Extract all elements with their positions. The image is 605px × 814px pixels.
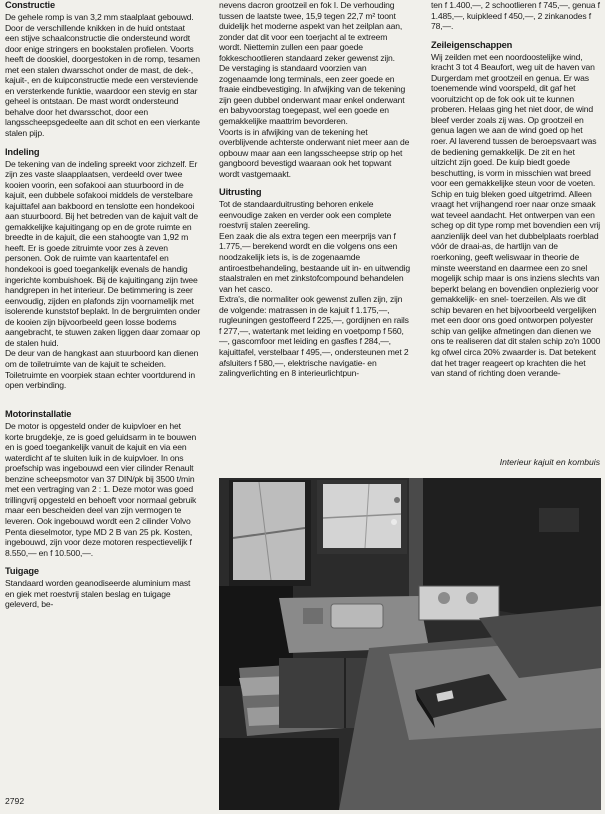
heading-motorinstallatie: Motorinstallatie <box>5 409 72 420</box>
column-1 <box>5 0 201 610</box>
paragraph-tuigage: Standaard worden geanodiseerde aluminium mast en giek met roestvrij stalen beslag en tuigage geleverd, be- <box>5 578 191 610</box>
paragraph-motorinstallatie: De motor is opgesteld onder de kuipvloer en het korte brugdekje, ze is goed geluidsarm in te bouwen en is goed toegankelijk vanuit de kajuit en via een waterdicht af te sluiten luik in de kuipvloer. In ons proefschip was ingebouwd een vier cilinder Renault benzine scheepsmotor van 37 DIN/pk bij 3500 t/min met een vertraging van 2 : 1. Deze motor was goed trillingvrij opgesteld en behoeft voor normaal gebruik maar een bescheiden deel van zijn vermogen te leveren. Ook ingebouwd wordt een 2 cilinder Volvo Penta dieselmotor, type MD 2 B van 25 pk. Kosten, ingebouwd, zijn voor deze motoren respectievelijk f 8.550,— en f 10.500,—. <box>5 421 197 558</box>
paragraph-uitrusting-1: Tot de standaarduitrusting behoren enkele eenvoudige zaken en verder ook een complete roestvrij stalen zeereling. <box>219 199 392 231</box>
page-number: 2792 <box>5 796 25 806</box>
heading-indeling: Indeling <box>5 146 40 157</box>
heading-uitrusting: Uitrusting <box>219 187 262 198</box>
paragraph-indeling-1: De tekening van de indeling spreekt voor zichzelf. Er zijn zes vaste slaapplaatsen, verdeeld over twee kooien voorin, een sofakooi aan stuurboord in de kajuit, een dubbele sofakooi middels de verstelbare kajuittafel aan bakboord en tenslotte een hondekooi aan stuurboord. Bij het betreden van de kajuit valt de gemakkelijke kajuitingang op en de grote ruimte en breedte in de kajuit, die een stahoogte van 1,92 m heeft. Er is goede zitruimte voor zes à zeven personen. Ook de ruimte van kaartentafel en hondekooi is goed toegankelijk evenals de handig ingerichte kombuishoek. Bij de kajuitingang zijn twee handgrepen in het interieur. De betimmering is zeer eenvoudig, zijden en plafonds zijn voornamelijk met isolerende kunststof beplakt. In de bergruimten onder de kooien zijn bijvoorbeeld geen losse bodems aangebracht, te stuwen zaken liggen daar zomaar op de stalen huid. <box>5 158 201 348</box>
paragraph-uitrusting-3: Extra's, die normaliter ook gewenst zullen zijn, zijn de volgende: matrassen in de kajuit f 1.175,—, rugleuningen gestoffeerd f 225,—, gordijnen en rails f 277,—, watertank met leiding en voetpomp f 560,—, gascomfoor met leiding en gasfles f 284,—, kajuittafel, verstelbaar f 495,—, ondersteunen met 2 afsluiters f 580,—, elektrische navigatie- en zalingverlichting en 8 interieurlichtpun- <box>219 294 409 379</box>
paragraph-verstaging: De verstaging is standaard voorzien van zogenaamde long terminals, een zeer goede en fraaie eindbevestiging. In afwijking van de tekening zijn geen dubbel onderwant maar enkel onderwant en babyvoorstag toegepast, wel een goede en gemakkelijke maattrim bevorderen. <box>219 63 406 127</box>
photo-caption: Interieur kajuit en kombuis <box>499 457 600 467</box>
paragraph-constructie: De gehele romp is van 3,2 mm staalplaat gebouwd. Door de verschillende knikken in de huid ontstaat een stijve schaalconstructie die ondersteund wordt door enige stringers en bookstalen profielen. Voorts heeft de dooskiel, doorgestoken in de romp, tesamen met een stalen dwarsschot onder de mast, de dek-, kajuit-, en de kuipconstructie mede een versteviende en versterkende funktie, waardoor een stevig en star geheel is ontstaan. De mast wordt ondersteund behalve door het dwarsschot, door een langsscheepsgedeelte aan dit schot en een vierkante stalen pijp. <box>5 12 200 139</box>
paragraph-onderwant: Voorts is in afwijking van de tekening het overblijvende achterste onderwant niet meer aan de opbouw maar aan een langsscheepse strip op het gangboord bevestigd waaraan ook het topwant wordt vastgemaakt. <box>219 126 410 179</box>
interior-photo <box>219 478 601 810</box>
paragraph-extras-end: ten f 1.400,—, 2 schootlieren f 745,—, genua f 1.485,—, kuipkleed f 450,—, 2 zinkanodes f 78,—. <box>431 0 600 32</box>
paragraph-uitrusting-2: Een zaak die als extra tegen een meerprijs van f 1.775,— berekend wordt en die volgens ons een noodzakelijk iets is, is de zogenaamde antiroestbehandeling, bestaande uit in- en uitwendig staalstralen en met zinkstofcompound behandelen van het casco. <box>219 230 410 294</box>
column-3 <box>431 0 601 379</box>
paragraph-indeling-2: De deur van de hangkast aan stuurboord kan dienen om de toiletruimte van de kajuit te scheiden. Toiletruimte en voorpiek staan echter voortdurend in open verbinding. <box>5 348 199 391</box>
paragraph-zeilplan: nevens dacron grootzeil en fok I. De verhouding tussen de laatste twee, 15,9 tegen 22,7 m² toont duidelijk het moderne aspekt van het zeilplan aan, zonder dat dit voor een toerjacht al te extreem wordt. Niettemin zullen een paar goede fokkeschootlieren standaard zeker gewenst zijn. <box>219 0 403 63</box>
interior-photo-illustration <box>219 478 601 810</box>
column-2 <box>219 0 411 379</box>
heading-zeileigenschappen: Zeileigenschappen <box>431 39 513 50</box>
heading-constructie: Constructie <box>5 0 56 10</box>
paragraph-zeileigenschappen: Wij zeilden met een noordoostelijke wind, kracht 3 tot 4 Beaufort, weg uit de haven van Durgerdam met grootzeil en genua. Er was toenemende wind voorspeld, dit gaf het vooruitzicht op de fok ook uit te kunnen proberen. Helaas ging het niet door, de wind bleef verder zoals zij was. Op grootzeil en genua lagen we aan de wind goed op het roer. Al laverend tussen de beroepsvaart was de bediening gemakkelijk. De zit en het uitzicht zijn goed. De kuip biedt goede beschutting, is vorm in misschien wat breed voor een gemakkelijke steun voor de voeten. Schip en tuig bleken goed uitgetrimd. Alleen vraagt het vrijhangend roer naar onze smaak wat teveel aandacht. Het ontwerpen van een scheg op dit type romp met bovendien een vrij aanzienlijk deel van het dubbelplaats roerblad vóór de draai-as, de hartlijn van de roerkoning, geeft weliswaar in theorie de minste weerstand en daarmee een zo snel mogelijk schip maar is ons inziens slechts van beperkt belang en bovendien onplezierig voor gemakkelijk- en snel- toerzeilen. Als we dit schip bevaren en het bijvoorbeeld vergelijken met een door ons goed ontworpen polyester schip van gelijke afmetingen dan dienen we ons te realiseren dat dit stalen schip zo'n 1000 kg ofwel circa 20% zwaarder is. Dat betekent dat het trager reageert op krachten die het van stand of richting doen verande- <box>431 51 601 379</box>
heading-tuigage: Tuigage <box>5 566 39 577</box>
